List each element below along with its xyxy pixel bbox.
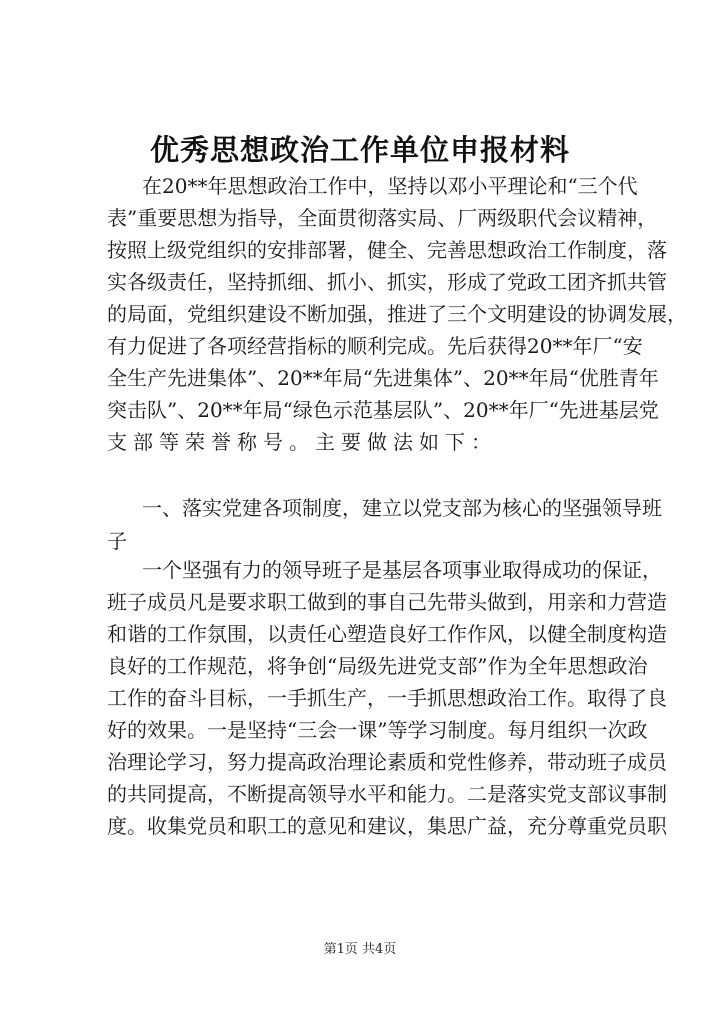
paragraph-line: 实各级责任，坚持抓细、抓小、抓实，形成了党政工团齐抓共管 (107, 270, 667, 294)
paragraph-line: 治理论学习，努力提高政治理论素质和党性修养，带动班子成员 (107, 750, 667, 774)
paragraph-line: 好的效果。一是坚持“三会一课”等学习制度。每月组织一次政 (107, 718, 648, 742)
paragraph-line: 班子成员凡是要求职工做到的事自己先带头做到，用亲和力营造 (107, 590, 667, 614)
paragraph-line: 的共同提高，不断提高领导水平和能力。二是落实党支部议事制 (107, 782, 667, 806)
paragraph-line: 度。收集党员和职工的意见和建议，集思广益，充分尊重党员职 (107, 814, 667, 838)
paragraph-line: 良好的工作规范，将争创“局级先进党支部”作为全年思想政治 (107, 654, 648, 678)
paragraph-line: 一个坚强有力的领导班子是基层各项事业取得成功的保证， (142, 558, 662, 582)
paragraph-line: 有力促进了各项经营指标的顺利完成。先后获得20**年厂“安 (107, 334, 643, 358)
section-heading-line: 一、落实党建各项制度，建立以党支部为核心的坚强领导班 (142, 496, 662, 520)
page-number-footer: 第1页 共4页 (323, 942, 397, 957)
paragraph-line: 表”重要思想为指导，全面贯彻落实局、厂两级职代会议精神， (107, 206, 658, 230)
paragraph-line: 支部等荣誉称号。主要做法如下： (107, 430, 497, 454)
paragraph-line: 突击队”、20**年局“绿色示范基层队”、20**年厂“先进基层党 (107, 398, 659, 422)
section-heading-line: 子 (107, 529, 133, 553)
paragraph-line: 工作的奋斗目标，一手抓生产，一手抓思想政治工作。取得了良 (107, 686, 667, 710)
paragraph-line: 全生产先进集体”、20**年局“先进集体”、20**年局“优胜青年 (107, 366, 659, 390)
paragraph-line: 和谐的工作氛围，以责任心塑造良好工作作风，以健全制度构造 (107, 622, 667, 646)
paragraph-line: 的局面，党组织建设不断加强，推进了三个文明建设的协调发展， (107, 302, 687, 326)
paragraph-line: 按照上级党组织的安排部署，健全、完善思想政治工作制度，落 (107, 238, 667, 262)
document-title: 优秀思想政治工作单位申报材料 (149, 133, 570, 167)
paragraph-line: 在20**年思想政治工作中，坚持以邓小平理论和“三个代 (142, 174, 638, 198)
